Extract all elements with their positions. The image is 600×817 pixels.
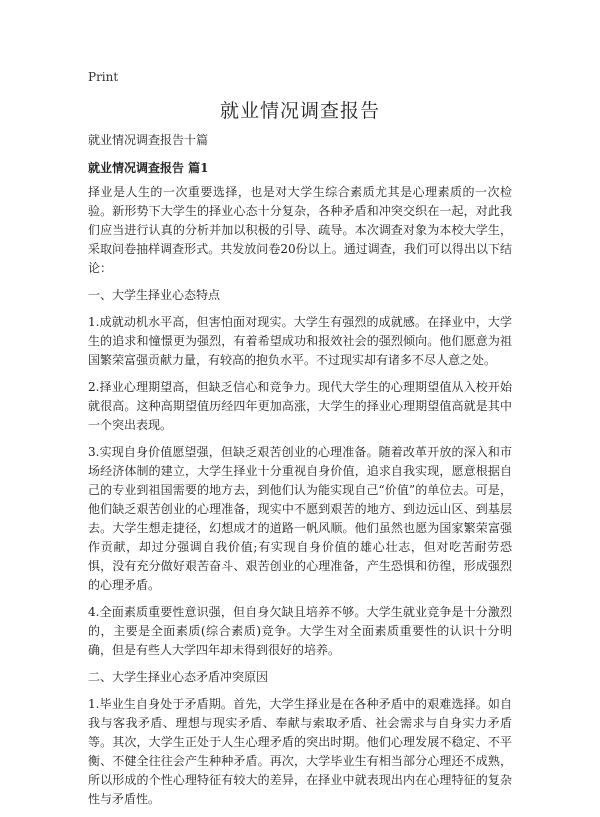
heading-characteristics: 一、大学生择业心态特点 <box>88 288 221 302</box>
paragraph-point-2: 2.择业心理期望高，但缺乏信心和竞争力。现代大学生的心理期望值从入校开始就很高。这种高期望值历经四年更加高涨，大学生的择业心理期望值高就是其中一个突出表现。 <box>88 380 512 432</box>
document-body <box>88 131 512 817</box>
paragraph-point-4: 4.全面素质重要性意识强，但自身欠缺且培养不够。大学生就业竞争是十分激烈的，主要是全面素质(综合素质)竞争。大学生对全面素质重要性的认识十分明确，但是有些人大学四年却未得到很好的培养。 <box>88 605 512 657</box>
heading-causes: 二、大学生择业心态矛盾冲突原因 <box>88 670 269 684</box>
paragraph-point-3: 3.实现自身价值愿望强，但缺乏艰苦创业的心理准备。随着改革开放的深入和市场经济体制的建立，大学生择业十分重视自身价值，追求自我实现，愿意根据自己的专业到祖国需要的地方去，到他们认为能实现自己“价值”的单位去。可是，他们缺乏艰苦创业的心理准备，现实中不愿到艰苦的地方、到边远山区、到基层去。大学生想走捷径，幻想成才的道路一帆风顺。他们虽然也愿为国家繁荣富强作贡献，却过分强调自我价值;有实现自身价值的雄心壮志，但对吃苦耐劳恐惧，没有充分做好艰苦奋斗、艰苦创业的心理准备，产生恐惧和彷徨，形成强烈的心理矛盾。 <box>88 445 512 592</box>
print-link[interactable]: Print <box>88 70 119 84</box>
paragraph-cause-1: 1.毕业生自身处于矛盾期。首先，大学生择业是在各种矛盾中的艰难选择。如自我与客我矛盾、理想与现实矛盾、奉献与索取矛盾、社会需求与自身实力矛盾等。其次，大学生正处于人生心理矛盾的突出时期。他们心理发展不稳定、不平衡、不健全往往会产生种种矛盾。再次，大学毕业生有相当部分心理还不成熟，所以形成的个性心理特征有较大的差异，在择业中就表现出内在心理特征的复杂性与矛盾性。 <box>88 697 512 806</box>
paragraph-intro: 择业是人生的一次重要选择，也是对大学生综合素质尤其是心理素质的一次检验。新形势下大学生的择业心态十分复杂，各种矛盾和冲突交织在一起，对此我们应当进行认真的分析并加以积极的引导、疏导。本次调查对象为本校大学生，采取问卷抽样调查形式。共发放问卷20份以上。通过调查，我们可以得出以下结论： <box>88 185 512 275</box>
section-title: 就业情况调查报告 篇1 <box>88 161 209 175</box>
page-title: 就业情况调查报告 <box>219 100 380 122</box>
paragraph-point-1: 1.成就动机水平高，但害怕面对现实。大学生有强烈的成就感。在择业中，大学生的追求和憧憬更为强烈，有着希望成功和报效社会的强烈倾向。他们愿意为祖国繁荣富强贡献力量，有较高的抱负水平。不过现实却有诸多不尽人意之处。 <box>88 315 512 367</box>
document-subtitle: 就业情况调查报告十篇 <box>88 133 209 147</box>
